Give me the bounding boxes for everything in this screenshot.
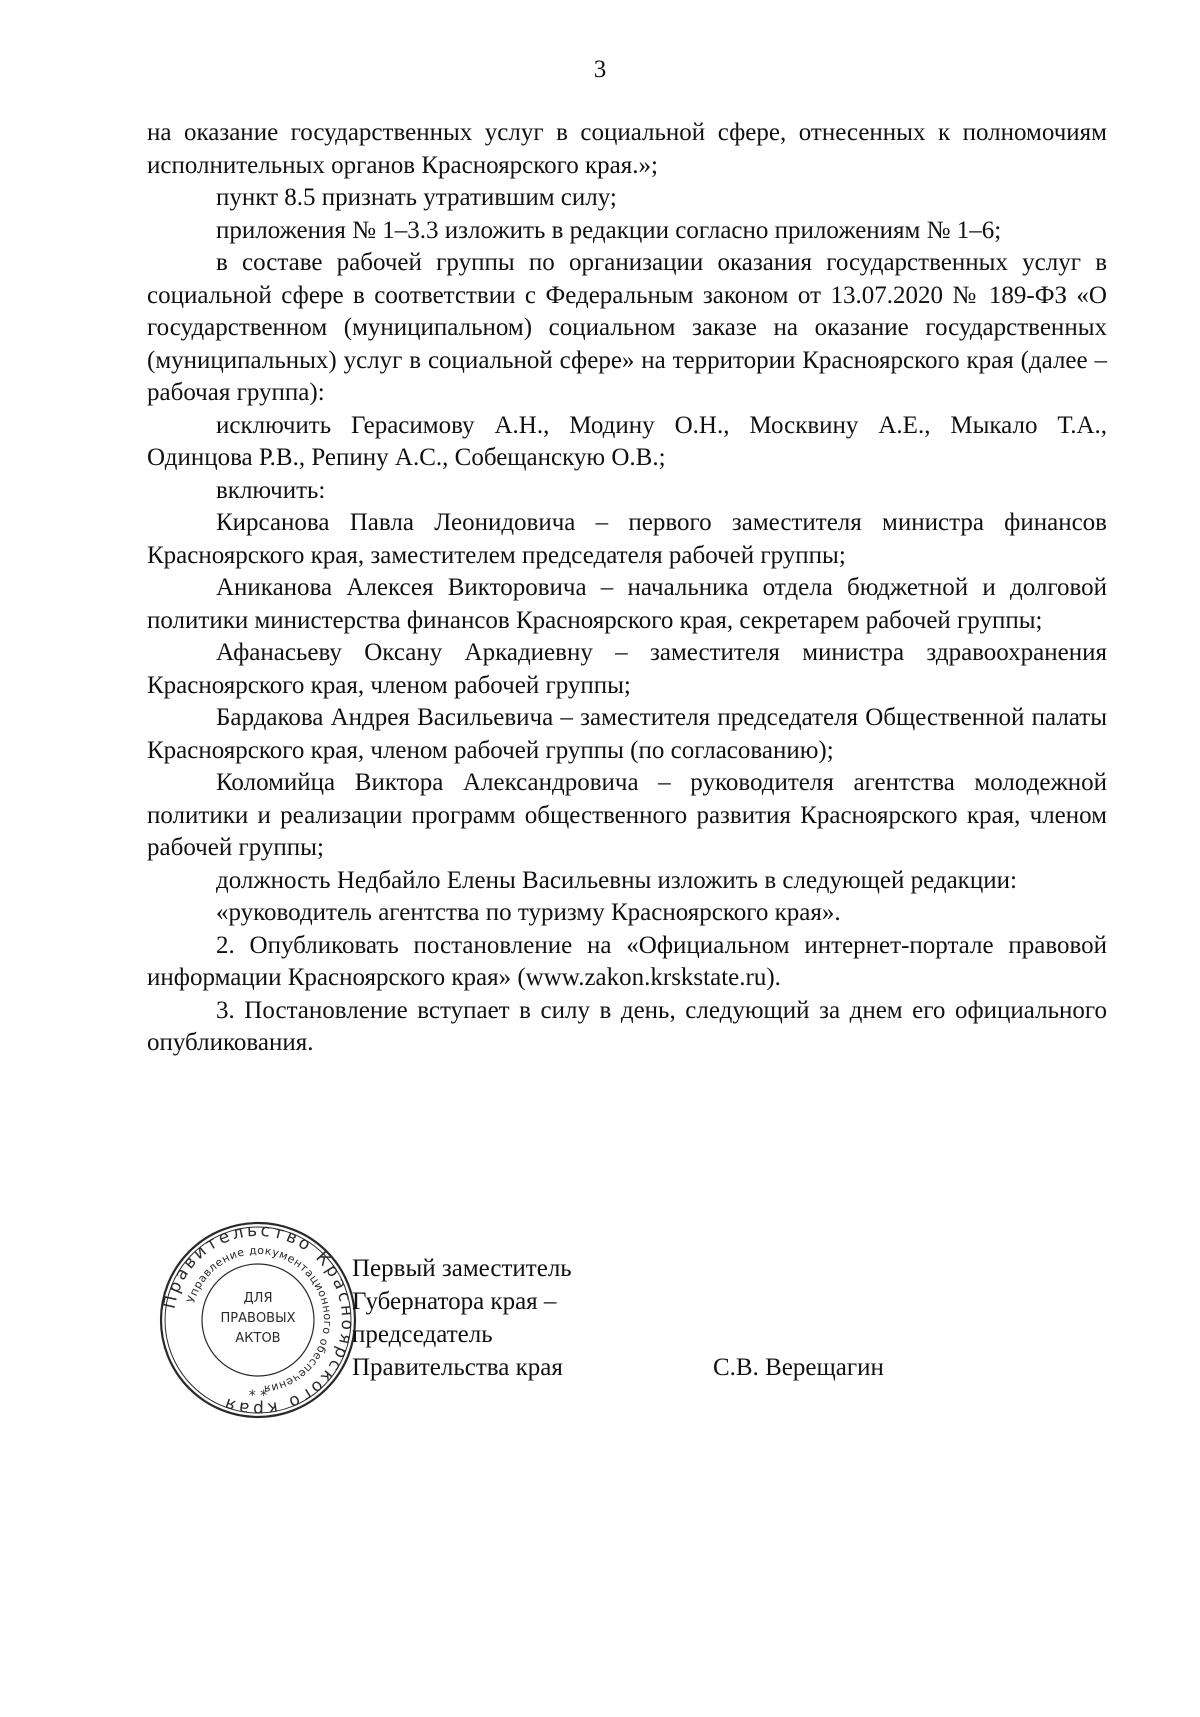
stamp-center-line-3: АКТОВ — [235, 1331, 281, 1346]
stamp-seal-icon — [158, 1220, 358, 1420]
signature-title-line-3: председатель — [352, 1321, 493, 1348]
signature-title-line-4: Правительства края — [352, 1354, 563, 1381]
paragraph: Афанасьеву Оксану Аркадиевну – заместителя министра здравоохранения Красноярского края, членом рабочей группы; — [147, 639, 1107, 699]
signature-title-line-1: Первый заместитель — [352, 1255, 572, 1282]
stamp-inner-text: Управление документационного обеспечения — [184, 1243, 335, 1396]
paragraph: на оказание государственных услуг в социальной сфере, отнесенных к полномочиям исполнительных органов Красноярского края.»; — [147, 119, 1107, 179]
paragraph: Бардакова Андрея Васильевича – заместителя председателя Общественной палаты Красноярского края, членом рабочей группы (по согласованию); — [147, 704, 1107, 764]
paragraph: Кирсанова Павла Леонидовича – первого заместителя министра финансов Красноярского края, заместителем председателя рабочей группы; — [147, 509, 1107, 569]
paragraph: должность Недбайло Елены Васильевны изложить в следующей редакции: — [216, 866, 1017, 894]
paragraph: в составе рабочей группы по организации оказания государственных услуг в социальной сфере в соответствии с Федеральным законом от 13.07.2020 № 189-ФЗ «О государственном (муниципальном) социальном заказе на оказание государственных (муниципальных) услуг в социальной сфере» на территории Красноярского края (далее – рабочая группа): — [147, 249, 1107, 406]
stamp-outer-text: Правительство Красноярского края — [159, 1220, 358, 1420]
official-stamp — [158, 1220, 358, 1420]
stamp-center-line-1: ДЛЯ — [243, 1291, 273, 1306]
paragraph: Аниканова Алексея Викторовича – начальника отдела бюджетной и долговой политики министерства финансов Красноярского края, секретарем рабочей группы; — [147, 574, 1107, 634]
signer-name: С.В. Верещагин — [713, 1354, 884, 1381]
paragraph: включить: — [216, 476, 326, 504]
paragraph: 3. Постановление вступает в силу в день, следующий за днем его официального опубликования. — [147, 996, 1107, 1056]
paragraph: 2. Опубликовать постановление на «Официальном интернет-портале правовой информации Красноярского края» (www.zakon.krskstate.ru). — [147, 931, 1107, 991]
paragraph: приложения № 1–3.3 изложить в редакции согласно приложениям № 1–6; — [216, 216, 1002, 244]
signature-title-line-2: Губернатора края – — [352, 1288, 557, 1315]
signature-title-block — [352, 1252, 572, 1384]
stamp-center-line-2: ПРАВОВЫХ — [220, 1311, 296, 1326]
document-body — [147, 117, 1107, 1060]
page-number: 3 — [593, 56, 607, 83]
paragraph: Коломийца Виктора Александровича – руководителя агентства молодежной политики и реализации программ общественного развития Красноярского края, членом рабочей группы; — [147, 769, 1107, 861]
paragraph: пункт 8.5 признать утратившим силу; — [216, 184, 617, 211]
paragraph: «руководитель агентства по туризму Красноярского края». — [216, 899, 841, 926]
stamp-stars: * * — [248, 1388, 268, 1404]
paragraph: исключить Герасимову А.Н., Модину О.Н., Москвину А.Е., Мыкало Т.А., Одинцова Р.В., Репину А.С., Собещанскую О.В.; — [147, 411, 1107, 471]
